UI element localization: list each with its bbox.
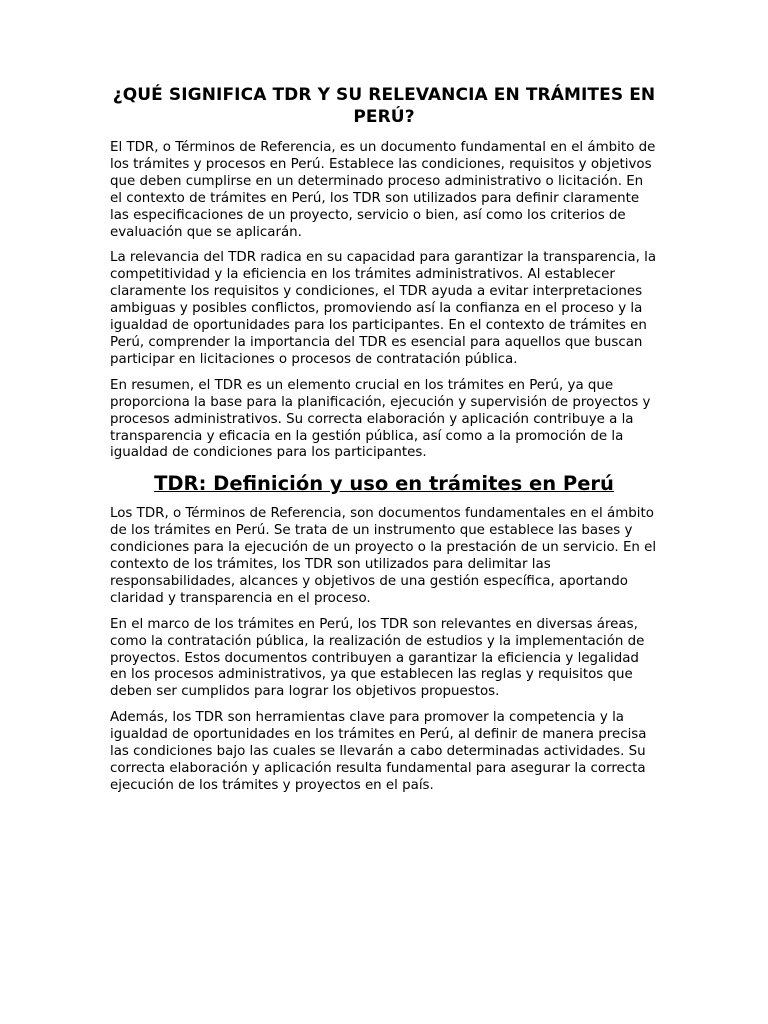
section-heading: TDR: Definición y uso en trámites en Perú: [154, 472, 614, 496]
intro-paragraph-1: El TDR, o Términos de Referencia, es un documento fundamental en el ámbito de los trámites y procesos en Perú. Establece las condiciones, requisitos y objetivos que deben cumplirse en un determinado proceso administrativo o licitación. En el contexto de trámites en Perú, los TDR son utilizados para definir claramente las especificaciones de un proyecto, servicio o bien, así como los criterios de evaluación que se aplicarán.: [110, 140, 656, 240]
section-paragraph-2: En el marco de los trámites en Perú, los TDR son relevantes en diversas áreas, como la contratación pública, la realización de estudios y la implementación de proyectos. Estos documentos contribuyen a garantizar la eficiencia y legalidad en los procesos administrativos, ya que establecen las reglas y requisitos que deben ser cumplidos para lograr los objetivos propuestos.: [110, 616, 645, 700]
intro-paragraph-3: En resumen, el TDR es un elemento crucial en los trámites en Perú, ya que proporciona la base para la planificación, ejecución y supervisión de proyectos y procesos administrativos. Su correcta elaboración y aplicación contribuye a la transparencia y eficacia en la gestión pública, así como a la promoción de la igualdad de condiciones para los participantes.: [110, 377, 651, 461]
document-page: [110, 84, 658, 804]
section-paragraph-3: Además, los TDR son herramientas clave para promover la competencia y la igualdad de oportunidades en los trámites en Perú, al definir de manera precisa las condiciones bajo las cuales se llevarán a cabo determinadas actividades. Su correcta elaboración y aplicación resulta fundamental para asegurar la correcta ejecución de los trámites y proyectos en el país.: [110, 710, 647, 793]
intro-paragraph-2: La relevancia del TDR radica en su capacidad para garantizar la transparencia, la competitividad y la eficiencia en los trámites administrativos. Al establecer claramente los requisitos y condiciones, el TDR ayuda a evitar interpretaciones ambiguas y posibles conflictos, promoviendo así la confianza en el proceso y la igualdad de oportunidades para los participantes. En el contexto de trámites en Perú, comprender la importancia del TDR es esencial para aquellos que buscan participar en licitaciones o procesos de contratación pública.: [110, 250, 657, 367]
document-title: ¿QUÉ SIGNIFICA TDR Y SU RELEVANCIA EN TRÁMITES EN PERÚ?: [112, 85, 656, 127]
section-paragraph-1: Los TDR, o Términos de Referencia, son documentos fundamentales en el ámbito de los trámites en Perú. Se trata de un instrumento que establece las bases y condiciones para la ejecución de un proyecto o la prestación de un servicio. En el contexto de los trámites, los TDR son utilizados para delimitar las responsabilidades, alcances y objetivos de una gestión específica, aportando claridad y transparencia en el proceso.: [110, 506, 657, 606]
